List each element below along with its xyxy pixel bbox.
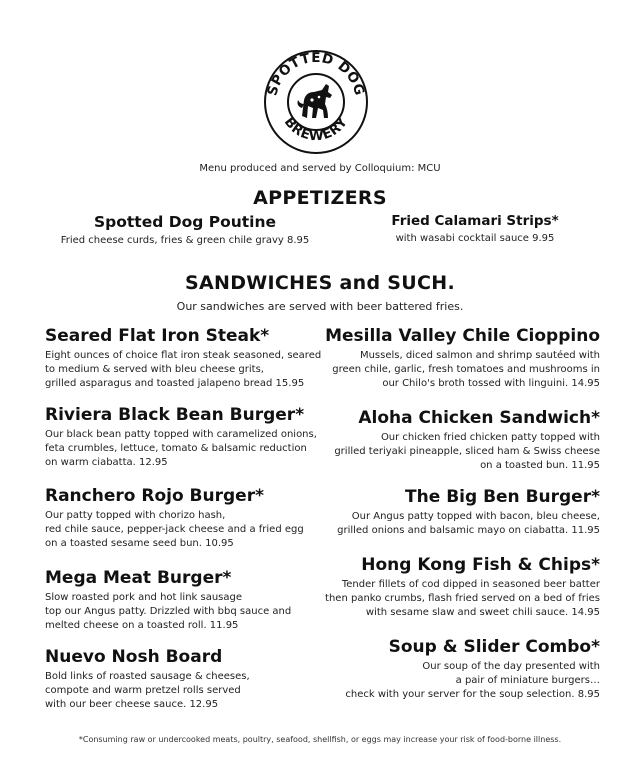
menu-item-desc [310, 431, 600, 473]
menu-item-name: The Big Ben Burger* [405, 487, 600, 507]
menu-item-name: Mesilla Valley Chile Cioppino [325, 326, 600, 346]
appetizer-name: Fried Calamari Strips* [391, 213, 559, 229]
desc-line: green chile, garlic, fresh tomatoes and mushrooms in [332, 364, 600, 375]
desc-line: on warm ciabatta. 12.95 [45, 457, 168, 468]
desc-line: on a toasted bun. 11.95 [480, 460, 600, 471]
menu-item-nuevo-nosh-board [45, 647, 335, 712]
menu-item-aloha-chicken-sandwich [310, 408, 600, 473]
appetizer-desc: with wasabi cocktail sauce 9.95 [395, 233, 555, 244]
desc-line: Eight ounces of choice flat iron steak seasoned, seared [45, 350, 322, 361]
appetizer-name: Spotted Dog Poutine [93, 213, 277, 231]
desc-line: Mussels, diced salmon and shrimp sautéed with [359, 350, 600, 361]
desc-line: grilled onions and balsamic mayo on ciabatta. 11.95 [337, 525, 600, 536]
menu-item-mega-meat-burger [45, 568, 335, 633]
menu-item-big-ben-burger [310, 487, 600, 538]
menu-item-hong-kong-fish-chips [310, 555, 600, 620]
menu-item-desc [45, 509, 335, 551]
desc-line: to medium & served with bleu cheese grits, [45, 364, 264, 375]
menu-item-name: Nuevo Nosh Board [45, 647, 223, 667]
desc-line: red chile sauce, pepper-jack cheese and a fried egg [45, 524, 304, 535]
logo-top-text: SPOTTED DOG [264, 49, 368, 98]
menu-item-name: Hong Kong Fish & Chips* [361, 555, 600, 575]
sandwiches-note: Our sandwiches are served with beer battered fries. [176, 300, 464, 313]
sandwiches-heading: SANDWICHES and SUCH. [185, 272, 455, 294]
producer-line: Menu produced and served by Colloquium: MCU [199, 163, 441, 174]
menu-item-name: Seared Flat Iron Steak* [45, 326, 270, 346]
desc-line: with our beer cheese sauce. 12.95 [45, 699, 219, 710]
menu-item-name: Soup & Slider Combo* [388, 637, 600, 657]
menu-item-flat-iron-steak [45, 326, 335, 391]
desc-line: Our patty topped with chorizo hash, [45, 510, 226, 521]
desc-line: compote and warm pretzel rolls served [45, 685, 241, 696]
desc-line: Our chicken fried chicken patty topped with [380, 432, 600, 443]
menu-item-desc [45, 670, 335, 712]
desc-line: Tender fillets of cod dipped in seasoned beer batter [341, 579, 600, 590]
menu-item-soup-slider-combo [310, 637, 600, 702]
desc-line: feta crumbles, lettuce, tomato & balsamic reduction [45, 443, 307, 454]
menu-item-name: Mega Meat Burger* [45, 568, 232, 588]
dog-icon [298, 84, 333, 118]
menu-item-chile-cioppino [310, 326, 600, 391]
logo-seal [262, 48, 370, 156]
desc-line: Bold links of roasted sausage & cheeses, [45, 671, 250, 682]
desc-line: Our black bean patty topped with caramelized onions, [45, 429, 317, 440]
logo-bottom-text: BREWERY [280, 114, 352, 145]
menu-item-desc [45, 428, 335, 470]
menu-item-ranchero-rojo-burger [45, 486, 335, 551]
menu-item-desc [45, 349, 335, 391]
food-safety-disclaimer: *Consuming raw or undercooked meats, poultry, seafood, shellfish, or eggs may increase your risk of food-borne illness. [78, 735, 562, 744]
desc-line: then panko crumbs, flash fried served on a bed of fries [325, 593, 600, 604]
desc-line: Our Angus patty topped with bacon, bleu cheese, [351, 511, 600, 522]
desc-line: a pair of miniature burgers… [455, 675, 600, 686]
appetizer-desc: Fried cheese curds, fries & green chile gravy 8.95 [60, 235, 310, 246]
menu-item-desc [45, 591, 335, 633]
desc-line: top our Angus patty. Drizzled with bbq sauce and [45, 606, 292, 617]
desc-line: with sesame slaw and sweet chili sauce. 14.95 [365, 607, 600, 618]
menu-item-desc [310, 660, 600, 702]
desc-line: Slow roasted pork and hot link sausage [45, 592, 243, 603]
desc-line: Our soup of the day presented with [422, 661, 600, 672]
menu-item-name: Riviera Black Bean Burger* [45, 405, 305, 425]
appetizer-item [360, 213, 590, 244]
menu-item-name: Aloha Chicken Sandwich* [358, 408, 600, 428]
desc-line: grilled asparagus and toasted jalapeno bread 15.95 [45, 378, 305, 389]
desc-line: check with your server for the soup selection. 8.95 [345, 689, 600, 700]
menu-item-black-bean-burger [45, 405, 335, 470]
appetizers-heading: APPETIZERS [253, 187, 387, 209]
desc-line: on a toasted sesame seed bun. 10.95 [45, 538, 234, 549]
desc-line: our Chilo's broth tossed with linguini. 14.95 [382, 378, 600, 389]
appetizer-item [40, 213, 330, 246]
brewery-logo [262, 48, 370, 156]
menu-item-desc [310, 349, 600, 391]
menu-item-desc [310, 578, 600, 620]
desc-line: melted cheese on a toasted roll. 11.95 [45, 620, 239, 631]
menu-item-desc [310, 510, 600, 538]
desc-line: grilled teriyaki pineapple, sliced ham & Swiss cheese [334, 446, 600, 457]
menu-item-name: Ranchero Rojo Burger* [45, 486, 264, 506]
